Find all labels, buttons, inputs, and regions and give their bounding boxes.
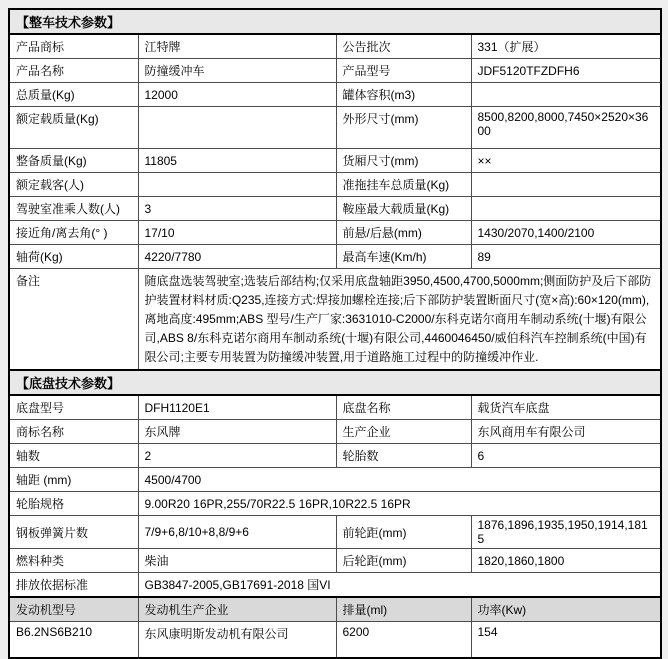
engine-manufacturer: 东风康明斯发动机有限公司 <box>138 622 336 659</box>
spec-row <box>9 516 661 549</box>
param-value: 防撞缓冲车 <box>138 59 336 83</box>
spec-row <box>9 59 661 83</box>
param-label: 燃料种类 <box>9 549 138 573</box>
spec-row <box>9 444 661 468</box>
param-label: 生产企业 <box>336 420 471 444</box>
param-value: 7/9+6,8/10+8,8/9+6 <box>138 516 336 549</box>
param-value: 17/10 <box>138 221 336 245</box>
engine-power: 154 <box>471 622 661 659</box>
param-value: 89 <box>471 245 661 269</box>
section-title-vehicle: 【整车技术参数】 <box>9 9 661 34</box>
param-value <box>138 173 336 197</box>
spec-row <box>9 107 661 149</box>
remark-text: 随底盘选装驾驶室;选装后部结构;仅采用底盘轴距3950,4500,4700,5000mm;侧面防护及后下部防护装置材料材质:Q235,连接方式:焊接加螺栓连接;后下部防护装置断面尺寸(宽×高):60×120(mm),离地高度:495mm;ABS 型号/生产厂家:3631010-C2000/东科克诺尔商用车制动系统(十堰)有限公司,ABS 8/东科克诺尔商用车制动系统(十堰)有限公司,4460046450/威伯科汽车控制系统(中国)有限公司;主要专用装置为防撞缓冲装置,用于道路施工过程中的防撞缓冲作业. <box>138 269 661 371</box>
param-label: 轴距 (mm) <box>9 468 138 492</box>
param-label: 产品商标 <box>9 34 138 59</box>
engine-data-row <box>9 622 661 659</box>
param-label: 轴数 <box>9 444 138 468</box>
remark-label: 备注 <box>9 269 138 371</box>
param-value: 柴油 <box>138 549 336 573</box>
spec-row <box>9 573 661 598</box>
engine-model: B6.2NS6B210 <box>9 622 138 659</box>
spec-row <box>9 221 661 245</box>
param-label: 总质量(Kg) <box>9 83 138 107</box>
param-label: 前轮距(mm) <box>336 516 471 549</box>
param-value: 1876,1896,1935,1950,1914,1815 <box>471 516 661 549</box>
remark-row <box>9 269 661 371</box>
param-label: 货厢尺寸(mm) <box>336 149 471 173</box>
param-value: 江特牌 <box>138 34 336 59</box>
param-value: 1820,1860,1800 <box>471 549 661 573</box>
param-label: 轮胎数 <box>336 444 471 468</box>
spec-row <box>9 149 661 173</box>
param-label: 轴荷(Kg) <box>9 245 138 269</box>
spec-row <box>9 492 661 516</box>
param-label: 鞍座最大载质量(Kg) <box>336 197 471 221</box>
section-title-chassis: 【底盘技术参数】 <box>9 370 661 395</box>
spec-table <box>8 8 662 659</box>
section-header-chassis <box>9 370 661 395</box>
param-value: 11805 <box>138 149 336 173</box>
param-value: GB3847-2005,GB17691-2018 国VI <box>138 573 661 598</box>
param-label: 额定载客(人) <box>9 173 138 197</box>
param-value: ×× <box>471 149 661 173</box>
param-value <box>471 197 661 221</box>
param-value <box>138 107 336 149</box>
param-label: 罐体容积(m3) <box>336 83 471 107</box>
param-value: 12000 <box>138 83 336 107</box>
param-label: 整备质量(Kg) <box>9 149 138 173</box>
param-label: 后轮距(mm) <box>336 549 471 573</box>
engine-col-header: 发动机生产企业 <box>138 597 336 622</box>
spec-row <box>9 245 661 269</box>
param-label: 钢板弹簧片数 <box>9 516 138 549</box>
param-value: 4220/7780 <box>138 245 336 269</box>
param-value: 2 <box>138 444 336 468</box>
param-label: 最高车速(Km/h) <box>336 245 471 269</box>
param-label: 驾驶室准乘人数(人) <box>9 197 138 221</box>
engine-header-row <box>9 597 661 622</box>
param-value: 3 <box>138 197 336 221</box>
param-value: 8500,8200,8000,7450×2520×3600 <box>471 107 661 149</box>
param-label: 接近角/离去角(° ) <box>9 221 138 245</box>
param-value: 载货汽车底盘 <box>471 395 661 420</box>
param-label: 底盘型号 <box>9 395 138 420</box>
engine-col-header: 发动机型号 <box>9 597 138 622</box>
param-value: 331（扩展） <box>471 34 661 59</box>
spec-row <box>9 420 661 444</box>
engine-col-header: 排量(ml) <box>336 597 471 622</box>
spec-row <box>9 468 661 492</box>
param-label: 轮胎规格 <box>9 492 138 516</box>
spec-row <box>9 34 661 59</box>
param-value <box>471 83 661 107</box>
param-value: 东风商用车有限公司 <box>471 420 661 444</box>
spec-row <box>9 173 661 197</box>
param-label: 额定载质量(Kg) <box>9 107 138 149</box>
param-label: 排放依据标准 <box>9 573 138 598</box>
param-label: 准拖挂车总质量(Kg) <box>336 173 471 197</box>
param-value: JDF5120TFZDFH6 <box>471 59 661 83</box>
param-value <box>471 173 661 197</box>
param-value: 9.00R20 16PR,255/70R22.5 16PR,10R22.5 16PR <box>138 492 661 516</box>
param-label: 前悬/后悬(mm) <box>336 221 471 245</box>
section-header-vehicle <box>9 9 661 34</box>
param-label: 公告批次 <box>336 34 471 59</box>
param-value: 6 <box>471 444 661 468</box>
param-value: 1430/2070,1400/2100 <box>471 221 661 245</box>
spec-row <box>9 197 661 221</box>
param-value: DFH1120E1 <box>138 395 336 420</box>
spec-row <box>9 395 661 420</box>
param-value: 4500/4700 <box>138 468 661 492</box>
param-label: 外形尺寸(mm) <box>336 107 471 149</box>
engine-col-header: 功率(Kw) <box>471 597 661 622</box>
spec-row <box>9 549 661 573</box>
param-label: 产品名称 <box>9 59 138 83</box>
param-value: 东风牌 <box>138 420 336 444</box>
spec-row <box>9 83 661 107</box>
param-label: 产品型号 <box>336 59 471 83</box>
param-label: 商标名称 <box>9 420 138 444</box>
engine-displacement: 6200 <box>336 622 471 659</box>
param-label: 底盘名称 <box>336 395 471 420</box>
